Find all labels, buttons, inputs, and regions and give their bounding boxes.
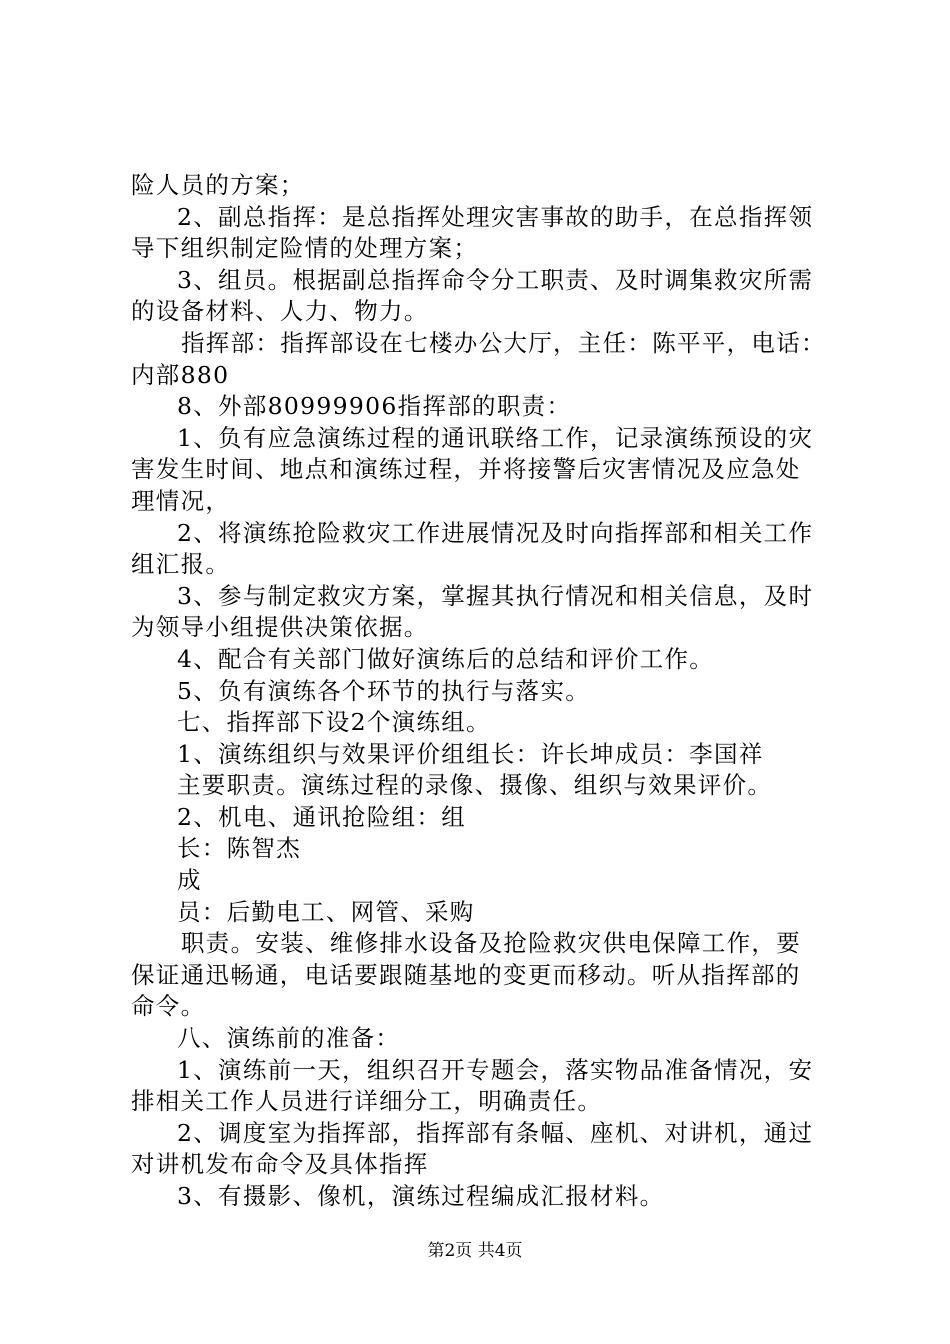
text-line: 5、负有演练各个环节的执行与落实。 [177, 676, 591, 705]
text-line: 对讲机发布命令及具体指挥 [131, 1150, 429, 1179]
text-line: 内部880 [131, 360, 230, 389]
text-line: 命令。 [131, 992, 206, 1021]
text-line: 1、演练组织与效果评价组组长：许长坤成员：李国祥 [177, 739, 764, 768]
text-line: 员：后勤电工、网管、采购 [177, 897, 475, 926]
text-line: 导下组织制定险情的处理方案； [131, 234, 479, 263]
text-line: 3、有摄影、像机，演练过程编成汇报材料。 [177, 1182, 665, 1210]
text-line: 4、配合有关部门做好演练后的总结和评价工作。 [177, 644, 715, 673]
text-line: 8、外部80999906指挥部的职责： [177, 392, 572, 421]
text-line: 害发生时间、地点和演练过程，并将接警后灾害情况及应急处 [131, 455, 801, 484]
text-line: 理情况， [131, 486, 231, 515]
text-line: 主要职责。演练过程的录像、摄像、组织与效果评价。 [177, 771, 773, 800]
text-line: 的设备材料、人力、物力。 [131, 297, 429, 326]
page-number: 第2页 共4页 [427, 1241, 523, 1261]
text-line: 1、演练前一天，组织召开专题会，落实物品准备情况，安 [177, 1055, 814, 1084]
text-line: 八、演练前的准备： [177, 1024, 401, 1053]
document-body [131, 170, 831, 1213]
text-line: 成 [177, 866, 202, 895]
text-line: 2、机电、通讯抢险组：组 [177, 802, 467, 831]
text-line: 3、组员。根据副总指挥命令分工职责、及时调集救灾所需 [177, 265, 814, 294]
text-line: 2、调度室为指挥部，指挥部有条幅、座机、对讲机，通过 [177, 1118, 814, 1147]
text-line: 保证通迅畅通，电话要跟随基地的变更而移动。听从指挥部的 [131, 960, 801, 989]
text-line: 2、副总指挥：是总指挥处理灾害事故的助手，在总指挥领 [177, 202, 814, 231]
text-line: 组汇报。 [131, 550, 231, 579]
text-line: 长：陈智杰 [177, 834, 301, 863]
text-line: 3、参与制定救灾方案，掌握其执行情况和相关信息，及时 [177, 581, 814, 610]
text-line: 职责。安装、维修排水设备及抢险救灾供电保障工作，要 [181, 929, 801, 958]
text-line: 险人员的方案； [131, 171, 305, 199]
text-line: 为领导小组提供决策依据。 [131, 613, 429, 642]
text-line: 2、将演练抢险救灾工作进展情况及时向指挥部和相关工作 [177, 518, 814, 547]
text-line: 七、指挥部下设2个演练组。 [177, 708, 491, 737]
text-line: 1、负有应急演练过程的通讯联络工作，记录演练预设的灾 [177, 423, 814, 452]
text-line: 排相关工作人员进行详细分工，明确责任。 [131, 1087, 603, 1116]
text-line: 指挥部：指挥部设在七楼办公大厅，主任：陈平平，电话： [181, 328, 826, 357]
